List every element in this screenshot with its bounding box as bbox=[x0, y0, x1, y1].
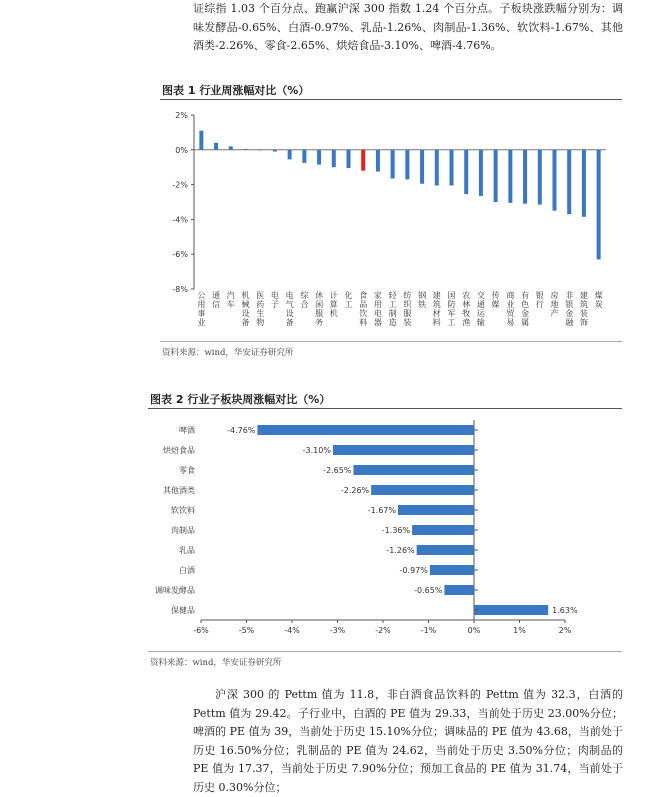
data-label: -2.65% bbox=[323, 466, 352, 475]
x-tick-label-char: 煤 bbox=[594, 291, 603, 300]
x-tick-label-char: 合 bbox=[300, 300, 309, 309]
x-tick-label: 1% bbox=[513, 626, 526, 635]
x-tick-label-char: 公 bbox=[197, 291, 206, 300]
x-tick-label-char: 算 bbox=[329, 300, 338, 309]
x-tick-label-char: 料 bbox=[359, 318, 368, 327]
y-tick-label: 乳品 bbox=[179, 546, 195, 555]
x-tick-label-char: 材 bbox=[432, 309, 441, 318]
bar bbox=[361, 150, 365, 171]
x-tick-label-char: 农 bbox=[462, 291, 471, 300]
x-tick-label-char: 子 bbox=[270, 300, 279, 309]
bar bbox=[444, 585, 474, 595]
figure2-title: 图表 2 行业子板块周涨幅对比（%） bbox=[150, 393, 331, 406]
x-tick-label-char: 钢 bbox=[418, 291, 427, 300]
bar bbox=[347, 150, 351, 168]
bar bbox=[273, 150, 277, 152]
x-tick-label-char: 电 bbox=[373, 309, 382, 318]
x-tick-label-char: 综 bbox=[300, 291, 309, 300]
x-tick-label-char: 有 bbox=[521, 291, 530, 300]
x-tick-label-char: 饮 bbox=[359, 309, 368, 318]
x-tick-label-char: 电 bbox=[285, 291, 294, 300]
bar bbox=[567, 150, 571, 214]
bar bbox=[435, 150, 439, 186]
y-tick-label: 0% bbox=[175, 145, 188, 155]
x-tick-label-char: 器 bbox=[373, 318, 382, 327]
x-tick-label-char: 务 bbox=[315, 318, 324, 327]
x-tick-label-char: 食 bbox=[359, 291, 368, 300]
y-tick-label: 肉制品 bbox=[171, 526, 195, 535]
y-tick-label: -6% bbox=[172, 250, 188, 260]
x-tick-label-char: 通 bbox=[212, 291, 221, 300]
x-tick-label-char: 银 bbox=[535, 291, 544, 300]
x-tick-label-char: 化 bbox=[344, 291, 353, 300]
x-tick-label-char: 信 bbox=[212, 300, 221, 309]
x-tick-label-char: 通 bbox=[476, 300, 485, 309]
bar bbox=[317, 150, 321, 165]
bar bbox=[332, 150, 336, 167]
x-tick-label-char: 媒 bbox=[491, 300, 500, 309]
x-tick-label-char: 金 bbox=[565, 309, 574, 318]
bar bbox=[430, 565, 474, 575]
x-tick-label-char: 计 bbox=[329, 291, 338, 300]
x-tick-label-char: 饰 bbox=[579, 318, 588, 327]
bar bbox=[474, 605, 548, 615]
x-tick-label-char: 汽 bbox=[226, 291, 235, 300]
x-tick-label-char: 炭 bbox=[594, 300, 603, 309]
bar bbox=[398, 505, 474, 515]
x-tick-label-char: 服 bbox=[315, 309, 324, 318]
x-tick-label-char: 生 bbox=[256, 309, 265, 318]
bar bbox=[244, 149, 248, 150]
x-tick-label: 2% bbox=[558, 626, 572, 635]
x-tick-label-char: 防 bbox=[447, 300, 456, 309]
x-tick-label-char: 家 bbox=[373, 291, 382, 300]
bar bbox=[553, 150, 557, 211]
x-tick-label: -6% bbox=[193, 626, 209, 635]
figure2-bottom-rule bbox=[148, 651, 622, 652]
x-tick-label-char: 铁 bbox=[418, 300, 427, 309]
intro-paragraph: 证综指 1.03 个百分点、跑赢沪深 300 指数 1.24 个百分点。子板块涨跌幅分别为：调味发酵品-0.65%、白酒-0.97%、乳品-1.26%、肉制品-1.36%、软饮料-1.67%、其他酒类-2.26%、零食-2.65%、烘焙食品-3.10%、啤酒-4.76%。 bbox=[193, 2, 623, 52]
x-tick-label-char: 牧 bbox=[462, 309, 471, 318]
x-tick-label: -3% bbox=[329, 626, 346, 635]
x-tick-label-char: 业 bbox=[506, 300, 515, 309]
x-tick-label-char: 事 bbox=[197, 309, 206, 318]
data-label: -3.10% bbox=[302, 446, 331, 455]
x-tick-label: -1% bbox=[420, 626, 437, 635]
bar bbox=[494, 150, 498, 202]
bar bbox=[597, 150, 601, 260]
x-tick-label-char: 筑 bbox=[432, 300, 441, 309]
x-tick-label-char: 制 bbox=[388, 309, 397, 318]
figure1-source: 资料来源：wind，华安证券研究所 bbox=[162, 348, 294, 358]
bar bbox=[508, 150, 512, 203]
figure1-bottom-rule bbox=[160, 341, 622, 342]
x-tick-label-char: 品 bbox=[359, 300, 368, 309]
x-tick-label-char: 闲 bbox=[315, 300, 324, 309]
x-tick-label-char: 商 bbox=[506, 291, 515, 300]
bar bbox=[258, 150, 262, 151]
bar bbox=[405, 150, 409, 180]
x-tick-label-char: 料 bbox=[432, 318, 441, 327]
x-tick-label-char: 运 bbox=[476, 309, 485, 318]
x-tick-label-char: 军 bbox=[447, 309, 456, 318]
x-tick-label-char: 装 bbox=[579, 309, 588, 318]
y-tick-label: 其他酒类 bbox=[163, 486, 195, 495]
bar bbox=[353, 465, 474, 475]
bar bbox=[479, 150, 483, 196]
x-tick-label-char: 贸 bbox=[506, 309, 515, 318]
x-tick-label-char: 轻 bbox=[388, 291, 397, 300]
y-tick-label: 零食 bbox=[179, 466, 195, 475]
x-tick-label-char: 备 bbox=[241, 318, 250, 327]
data-label: -4.76% bbox=[227, 426, 256, 435]
y-tick-label: 调味发酵品 bbox=[155, 586, 195, 595]
valuation-paragraph: 沪深 300 的 Pettm 值为 11.8，非白酒食品饮料的 Pettm 值为 32.3，白酒的 Pettm 值为 29.42。子行业中，白酒的 PE 值为 29.33，当前处于历史 23.00%分位；啤酒的 PE 值为 39，当前处于历史 15.10%分位；调味品的 PE 值为 43.68，当前处于历史 16.50%分位；乳制品的 PE 值为 24.62，当前处于历史 3.50%分位；肉制品的 PE 值为 17.37，当前处于历史 7.90%分位；预加工食品的 PE 值为 31.74，当前处于历史 0.30%分位； bbox=[193, 688, 623, 794]
x-tick-label-char: 行 bbox=[535, 300, 544, 309]
x-tick-label-char: 融 bbox=[565, 318, 574, 327]
x-tick-label-char: 用 bbox=[197, 300, 206, 309]
data-label: -2.26% bbox=[340, 486, 370, 495]
x-tick-label-char: 交 bbox=[476, 291, 485, 300]
bar bbox=[391, 150, 395, 179]
data-label: -1.36% bbox=[381, 526, 411, 535]
x-tick-label-char: 物 bbox=[256, 318, 265, 327]
x-tick-label-char: 用 bbox=[373, 300, 382, 309]
data-label: -1.67% bbox=[367, 506, 397, 515]
bar bbox=[376, 150, 380, 172]
x-tick-label-char: 传 bbox=[491, 291, 500, 300]
bar bbox=[523, 150, 527, 204]
x-tick-label-char: 工 bbox=[447, 318, 456, 327]
bar bbox=[464, 150, 468, 194]
x-tick-label-char: 车 bbox=[226, 300, 235, 309]
bar bbox=[333, 445, 474, 455]
y-tick-label: -4% bbox=[172, 215, 188, 225]
data-label: 1.63% bbox=[552, 606, 578, 615]
x-tick-label-char: 工 bbox=[344, 300, 353, 309]
x-tick-label: -5% bbox=[238, 626, 255, 635]
bar bbox=[412, 525, 474, 535]
bar bbox=[582, 150, 586, 217]
x-tick-label-char: 国 bbox=[447, 291, 456, 300]
x-tick-label-char: 业 bbox=[197, 318, 206, 327]
y-tick-label: 啤酒 bbox=[179, 426, 195, 435]
figure2-chart bbox=[148, 410, 622, 650]
x-tick-label-char: 织 bbox=[403, 300, 412, 309]
x-tick-label-char: 机 bbox=[329, 309, 338, 318]
data-label: -1.26% bbox=[386, 546, 415, 555]
x-tick-label: 0% bbox=[467, 626, 481, 635]
figure1-title: 图表 1 行业周涨幅对比（%） bbox=[162, 84, 310, 97]
y-tick-label: 软饮料 bbox=[171, 506, 195, 515]
x-tick-label: -4% bbox=[284, 626, 300, 635]
figure2-rule bbox=[148, 408, 622, 409]
y-tick-label: 白酒 bbox=[179, 566, 195, 575]
x-tick-label-char: 设 bbox=[241, 309, 250, 318]
x-tick-label-char: 电 bbox=[270, 291, 279, 300]
y-tick-label: 烘焙食品 bbox=[163, 446, 195, 455]
bar bbox=[450, 150, 454, 186]
x-tick-label-char: 产 bbox=[550, 309, 559, 318]
bar bbox=[214, 143, 218, 150]
x-tick-label-char: 建 bbox=[432, 291, 441, 300]
bar bbox=[288, 150, 292, 160]
x-tick-label: -2% bbox=[375, 626, 391, 635]
y-tick-label: -2% bbox=[172, 180, 188, 190]
bar bbox=[257, 425, 474, 435]
y-tick-label: 2% bbox=[175, 111, 188, 120]
y-tick-label: 保健品 bbox=[171, 606, 195, 615]
x-tick-label-char: 金 bbox=[521, 309, 530, 318]
x-tick-label-char: 备 bbox=[285, 318, 294, 327]
x-tick-label-char: 房 bbox=[550, 291, 559, 300]
x-tick-label-char: 纺 bbox=[403, 291, 412, 300]
x-tick-label-char: 建 bbox=[579, 291, 588, 300]
x-tick-label-char: 银 bbox=[565, 300, 574, 309]
x-tick-label-char: 械 bbox=[241, 300, 250, 309]
x-tick-label-char: 输 bbox=[476, 318, 485, 327]
bar bbox=[302, 150, 306, 163]
figure2-source: 资料来源：wind，华安证券研究所 bbox=[150, 658, 282, 668]
x-tick-label-char: 医 bbox=[256, 291, 265, 300]
x-tick-label-char: 造 bbox=[388, 318, 397, 327]
x-tick-label-char: 易 bbox=[506, 318, 515, 327]
x-tick-label-char: 装 bbox=[403, 318, 412, 327]
x-tick-label-char: 非 bbox=[565, 291, 574, 300]
x-tick-label-char: 设 bbox=[285, 309, 294, 318]
data-label: -0.97% bbox=[399, 566, 428, 575]
x-tick-label-char: 渔 bbox=[462, 318, 471, 327]
x-tick-label-char: 工 bbox=[388, 300, 397, 309]
y-tick-label: -8% bbox=[172, 285, 188, 294]
x-tick-label-char: 药 bbox=[256, 300, 265, 309]
x-tick-label-char: 休 bbox=[315, 291, 324, 300]
x-tick-label-char: 地 bbox=[550, 300, 559, 309]
bar bbox=[538, 150, 542, 205]
x-tick-label-char: 属 bbox=[521, 318, 530, 327]
bar bbox=[371, 485, 474, 495]
x-tick-label-char: 色 bbox=[521, 300, 530, 309]
x-tick-label-char: 服 bbox=[403, 309, 412, 318]
bar bbox=[417, 545, 474, 555]
data-label: -0.65% bbox=[414, 586, 443, 595]
x-tick-label-char: 筑 bbox=[579, 300, 588, 309]
x-tick-label-char: 气 bbox=[285, 300, 294, 309]
bar bbox=[199, 131, 203, 150]
bar bbox=[229, 146, 233, 149]
bar bbox=[420, 150, 424, 184]
figure1-chart bbox=[160, 100, 622, 340]
x-tick-label-char: 机 bbox=[241, 291, 250, 300]
x-tick-label-char: 林 bbox=[462, 300, 471, 309]
